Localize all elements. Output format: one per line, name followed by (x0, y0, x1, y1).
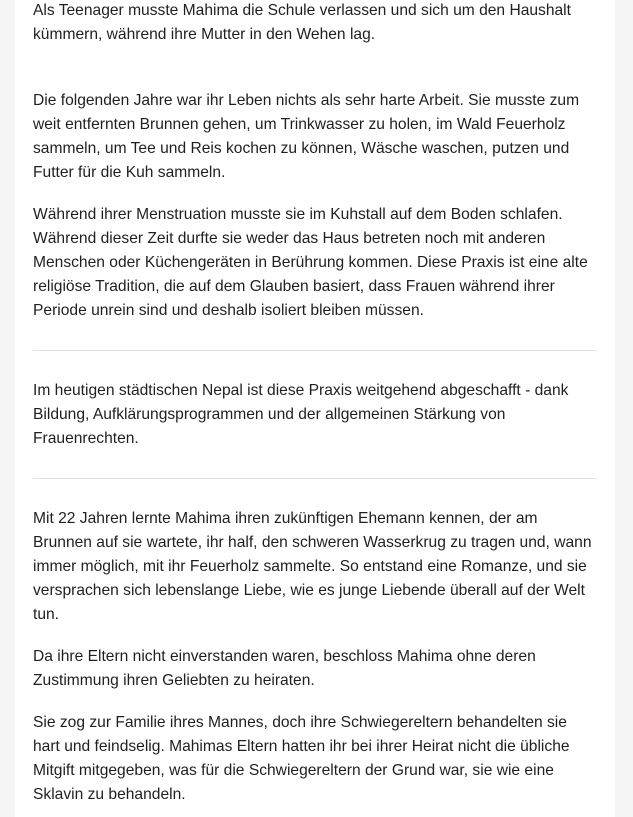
paragraph-in-laws: Sie zog zur Familie ihres Mannes, doch ihre Schwiegereltern behandelten sie hart und feindselig. Mahimas Eltern hatten ihr bei ihrer Heirat nicht die übliche Mitgift mitgegeben, was für die Schwiegereltern der Grund war, sie wie eine Sklavin zu behandeln. (33, 714, 570, 803)
section-divider (33, 350, 597, 351)
paragraph-school: Als Teenager musste Mahima die Schule verlassen und sich um den Haushalt kümmern, während ihre Mutter in den Wehen lag. (33, 2, 571, 43)
section-divider (33, 478, 597, 479)
paragraph-marriage: Da ihre Eltern nicht einverstanden waren, beschloss Mahima ohne deren Zustimmung ihren Geliebten zu heiraten. (33, 648, 536, 689)
paragraph-hard-work: Die folgenden Jahre war ihr Leben nichts als sehr harte Arbeit. Sie musste zum weit entfernten Brunnen gehen, um Trinkwasser zu holen, im Wald Feuerholz sammeln, um Tee und Reis kochen zu können, Wäsche waschen, putzen und Futter für die Kuh sammeln. (33, 92, 580, 181)
paragraph-menstruation: Während ihrer Menstruation musste sie im Kuhstall auf dem Boden schlafen. Während dieser Zeit durfte sie weder das Haus betreten noch mit anderen Menschen oder Küchengeräten in Berührung kommen. Diese Praxis ist eine alte religiöse Tradition, die auf dem Glauben basiert, dass Frauen während ihrer Periode unrein sind und deshalb isoliert bleiben müssen. (33, 206, 588, 319)
paragraph-urban-nepal: Im heutigen städtischen Nepal ist diese Praxis weitgehend abgeschafft - dank Bildung, Aufklärungsprogrammen und der allgemeinen Stärkung von Frauenrechten. (33, 382, 569, 447)
article-page (15, 0, 615, 817)
paragraph-romance: Mit 22 Jahren lernte Mahima ihren zukünftigen Ehemann kennen, der am Brunnen auf sie wartete, ihr half, den schweren Wasserkrug zu tragen und, wann immer möglich, mit ihr Feuerholz sammelte. So entstand eine Romanze, und sie versprachen sich lebenslange Liebe, wie es junge Liebende überall auf der Welt tun. (33, 510, 592, 623)
